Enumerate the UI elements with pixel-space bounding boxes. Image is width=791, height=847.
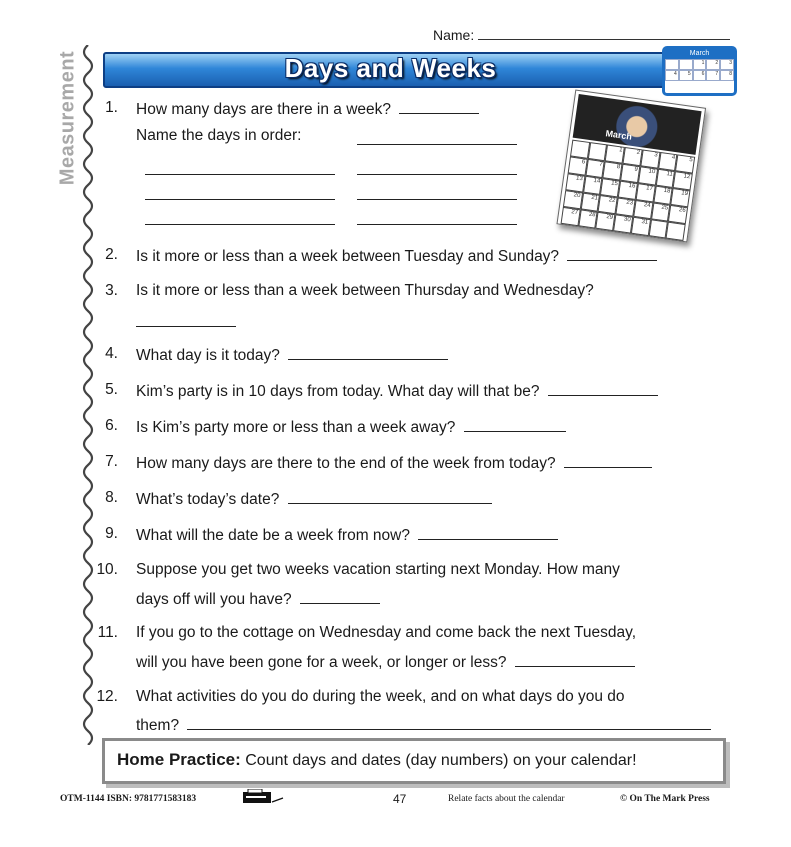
calendar-month-label: March xyxy=(604,128,633,142)
calendar-cell: 5 xyxy=(675,154,695,173)
mini-calendar-cell: 5 xyxy=(679,70,693,81)
footer-publisher: © On The Mark Press xyxy=(620,794,710,804)
calendar-cell: 6 xyxy=(568,156,588,175)
answer-blank xyxy=(136,312,236,327)
footer-code: OTM-1144 ISBN: 9781771583183 xyxy=(60,794,197,804)
question-text: How many days are there to the end of the week from today? xyxy=(136,455,556,472)
calendar-cell: 9 xyxy=(620,164,640,183)
calendar-cell: 7 xyxy=(585,159,605,178)
day-blank-6 xyxy=(145,210,335,225)
calendar-cell: 3 xyxy=(640,149,660,168)
footer-topic: Relate facts about the calendar xyxy=(448,794,565,804)
question-number: 4. xyxy=(105,345,118,362)
question-text-continued: will you have been gone for a week, or longer or less? xyxy=(136,654,507,671)
question-12-line2 xyxy=(136,715,711,735)
question-text: Is it more or less than a week between Tuesday and Sunday? xyxy=(136,248,560,265)
answer-blank xyxy=(418,525,558,540)
mini-calendar-cell: 8 xyxy=(720,70,734,81)
question-number: 7. xyxy=(105,453,118,470)
answer-blank xyxy=(399,99,479,114)
question-9 xyxy=(96,525,558,545)
question-11-line2 xyxy=(136,652,635,672)
question-number: 1. xyxy=(105,99,118,116)
question-text: Suppose you get two weeks vacation starting next Monday. How many xyxy=(136,561,620,578)
question-text: What activities do you do during the week, and on what days do you do xyxy=(136,688,625,705)
calendar-cell: 14 xyxy=(583,176,603,195)
answer-blank xyxy=(300,589,380,604)
name-blank xyxy=(478,27,730,40)
calendar-cell: 20 xyxy=(563,190,583,209)
question-10-line2 xyxy=(136,589,380,609)
question-number: 9. xyxy=(105,525,118,542)
question-text: Kim’s party is in 10 days from today. What day will that be? xyxy=(136,383,540,400)
mini-calendar-month: March xyxy=(665,49,734,59)
question-number: 5. xyxy=(105,381,118,398)
home-practice-label: Home Practice: xyxy=(117,750,241,769)
answer-blank xyxy=(464,417,566,432)
home-practice-text: Count days and dates (day numbers) on your calendar! xyxy=(245,752,637,769)
mini-calendar-cell: 3 xyxy=(720,59,734,70)
question-6 xyxy=(96,417,566,437)
question-4 xyxy=(96,345,448,365)
question-10 xyxy=(96,561,620,579)
calendar-grid xyxy=(561,140,696,241)
calendar-cell: 13 xyxy=(565,173,585,192)
question-text: What’s today’s date? xyxy=(136,491,280,508)
question-number: 12. xyxy=(96,688,118,705)
calendar-cell: 19 xyxy=(671,188,691,207)
calendar-cell: 11 xyxy=(655,169,675,188)
question-text: Is it more or less than a week between Thursday and Wednesday? xyxy=(136,282,594,299)
page-number: 47 xyxy=(393,792,407,806)
mini-calendar-cell: 6 xyxy=(693,70,707,81)
name-field xyxy=(433,27,730,43)
day-blank-1 xyxy=(357,130,517,145)
question-text-continued: them? xyxy=(136,717,180,734)
mini-calendar-cell: 7 xyxy=(706,70,720,81)
calendar-cell: 23 xyxy=(616,197,636,216)
question-number: 3. xyxy=(105,282,118,299)
mini-calendar-cell xyxy=(679,59,693,70)
calendar-cell: 31 xyxy=(631,217,651,236)
day-blank-3 xyxy=(357,160,517,175)
calendar-cell: 17 xyxy=(635,183,655,202)
mini-calendar-cell: 1 xyxy=(693,59,707,70)
mini-calendar-cell: 2 xyxy=(706,59,720,70)
question-11 xyxy=(96,624,636,642)
question-text: What day is it today? xyxy=(136,347,280,364)
question-8 xyxy=(96,489,492,509)
calendar-cell: 30 xyxy=(613,214,633,233)
mini-calendar-grid xyxy=(665,59,734,81)
question-number: 8. xyxy=(105,489,118,506)
question-2 xyxy=(96,246,657,266)
calendar-cell: 10 xyxy=(638,166,658,185)
question-text: If you go to the cottage on Wednesday and come back the next Tuesday, xyxy=(136,624,637,641)
calendar-cell: 18 xyxy=(653,186,673,205)
day-blank-7 xyxy=(357,210,517,225)
question-text: Is Kim’s party more or less than a week away? xyxy=(136,419,456,436)
question-1 xyxy=(96,99,479,119)
photo-calendar-image xyxy=(556,89,706,246)
answer-blank xyxy=(567,246,657,261)
question-7 xyxy=(96,453,652,473)
question-number: 10. xyxy=(96,561,118,578)
day-blank-5 xyxy=(357,185,517,200)
mini-calendar-cell: 4 xyxy=(665,70,679,81)
answer-blank xyxy=(187,715,711,730)
question-12 xyxy=(96,688,625,706)
wavy-border xyxy=(78,45,98,745)
day-blank-2 xyxy=(145,160,335,175)
question-5 xyxy=(96,381,658,401)
page-title: Days and Weeks xyxy=(284,53,497,83)
section-label-text: Measurement xyxy=(56,50,79,185)
day-blank-4 xyxy=(145,185,335,200)
calendar-cell: 25 xyxy=(651,202,671,221)
name-label: Name: xyxy=(433,27,475,43)
calendar-cell: 22 xyxy=(598,195,618,214)
calendar-cell: 24 xyxy=(633,200,653,219)
question-text: What will the date be a week from now? xyxy=(136,527,410,544)
answer-blank xyxy=(288,489,492,504)
calendar-cell: 28 xyxy=(578,209,598,228)
answer-blank xyxy=(515,652,635,667)
question-text: How many days are there in a week? xyxy=(136,101,392,118)
answer-blank xyxy=(548,381,658,396)
printer-icon xyxy=(242,789,284,805)
question-1-sub xyxy=(136,127,301,145)
question-number: 2. xyxy=(105,246,118,263)
question-3 xyxy=(96,282,594,300)
question-number: 6. xyxy=(105,417,118,434)
question-number: 11. xyxy=(97,624,118,641)
calendar-cell: 27 xyxy=(561,207,581,226)
calendar-cell: 16 xyxy=(618,181,638,200)
calendar-cell: 15 xyxy=(600,178,620,197)
title-banner xyxy=(103,46,733,90)
calendar-cell: 8 xyxy=(603,161,623,180)
calendar-cell: 1 xyxy=(605,144,625,163)
calendar-cell: 26 xyxy=(668,205,688,224)
mini-calendar-cell xyxy=(665,59,679,70)
calendar-icon xyxy=(662,46,737,96)
home-practice-box xyxy=(102,738,726,784)
calendar-cell: 4 xyxy=(658,152,678,171)
answer-blank xyxy=(288,345,448,360)
question-text-continued: days off will you have? xyxy=(136,591,292,608)
question-text: Name the days in order: xyxy=(136,127,302,144)
calendar-cell: 12 xyxy=(673,171,693,190)
calendar-cell: 29 xyxy=(596,212,616,231)
calendar-cell: 2 xyxy=(623,147,643,166)
calendar-cell: 21 xyxy=(580,193,600,212)
answer-blank xyxy=(564,453,652,468)
calendar-cell xyxy=(666,222,686,241)
